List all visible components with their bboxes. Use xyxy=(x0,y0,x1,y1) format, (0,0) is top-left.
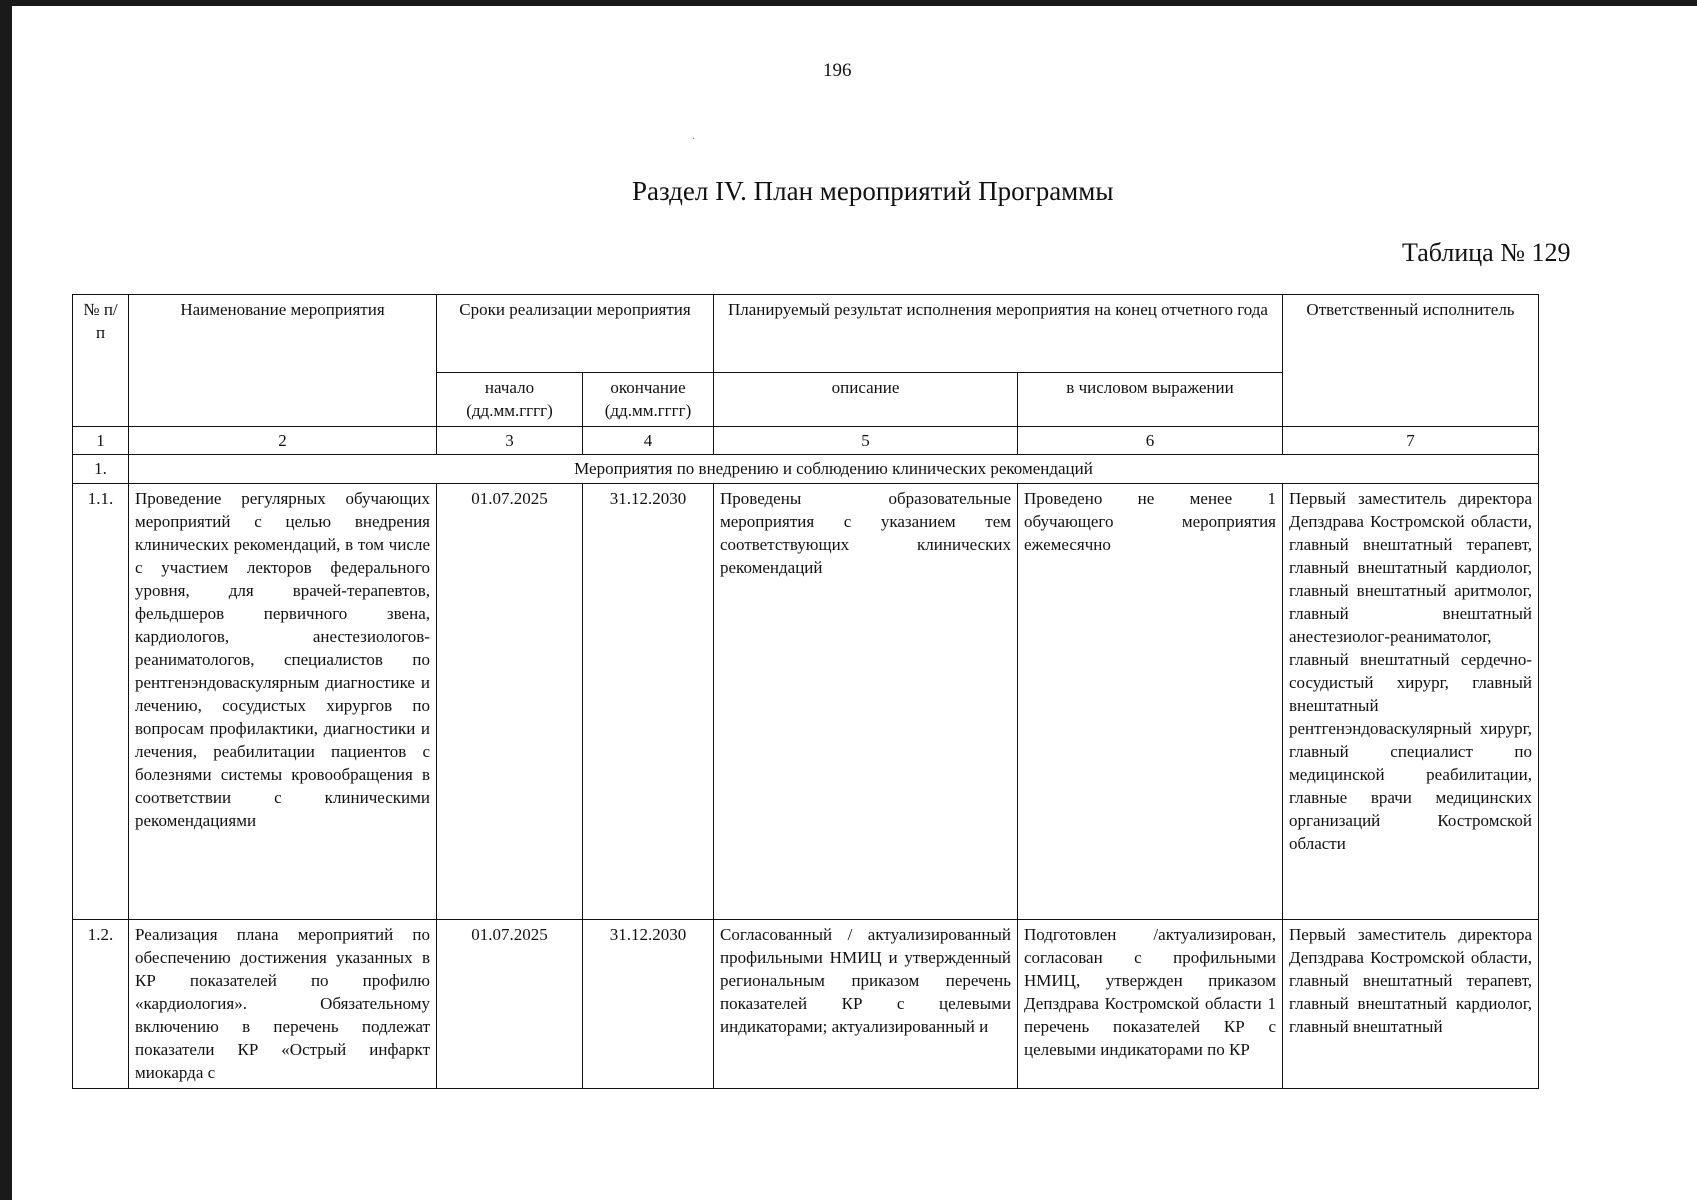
section-title: Раздел IV. План мероприятий Программы xyxy=(632,176,1114,206)
header-row xyxy=(73,295,1539,373)
row-num xyxy=(73,920,129,1089)
table-row xyxy=(73,920,1539,1089)
header-numeric: в числовом выражении xyxy=(1018,373,1283,427)
header-num: № п/п xyxy=(73,295,129,427)
row-num-text: 1.2. xyxy=(87,925,114,944)
row-description xyxy=(714,920,1018,1089)
row-executor-text: Первый заместитель директора Депздрава Костромской области, главный внештатный терапевт, главный внештатный кардиолог, главный внештатный xyxy=(1289,925,1532,1036)
header-start: начало (дд.мм.гггг) xyxy=(437,373,583,427)
row-start-date: 01.07.2025 xyxy=(437,484,583,920)
row-end-date xyxy=(583,920,714,1089)
section-row xyxy=(73,455,1539,484)
row-executor: Первый заместитель директора Депздрава Костромской области, главный внештатный терапевт, главный внештатный кардиолог, главный внештатный аритмолог, главный внештатный анестезиолог-реаниматолог, главный внештатный сердечно-сосудистый хирург, главный внештатный рентгенэндоваскулярный хирург, главный специалист по медицинской реабилитации, главные врачи медицинских организаций Костромской области xyxy=(1283,484,1539,920)
page-number: 196 xyxy=(823,60,852,81)
header-end: окончание (дд.мм.гггг) xyxy=(583,373,714,427)
column-number: 5 xyxy=(714,427,1018,455)
column-number: 6 xyxy=(1018,427,1283,455)
table-row xyxy=(73,484,1539,920)
header-executor: Ответственный исполнитель xyxy=(1283,295,1539,427)
row-numeric: Проведено не менее 1 обучающего мероприятия ежемесячно xyxy=(1018,484,1283,920)
header-result: Планируемый результат исполнения мероприятия на конец отчетного года xyxy=(714,295,1283,373)
row-name xyxy=(129,920,437,1089)
row-name-text: Реализация плана мероприятий по обеспечению достижения указанных в КР показателей по профилю «кардиология». Обязательному включению в перечень подлежат показатели КР «Острый инфаркт миокарда с xyxy=(135,925,430,1082)
header-description: описание xyxy=(714,373,1018,427)
scan-speck: · xyxy=(692,134,696,145)
column-number: 2 xyxy=(129,427,437,455)
column-number-row xyxy=(73,427,1539,455)
row-numeric-text: Подготовлен /актуализирован, согласован с профильными НМИЦ, утвержден приказом Депздрава Костромской области 1 перечень показателей КР с целевыми индикаторами по КР xyxy=(1024,925,1276,1059)
row-end-text: 31.12.2030 xyxy=(609,925,687,944)
header-name: Наименование мероприятия xyxy=(129,295,437,427)
row-executor xyxy=(1283,920,1539,1089)
row-num: 1.1. xyxy=(73,484,129,920)
table-number: Таблица № 129 xyxy=(1402,238,1571,267)
row-description: Проведены образовательные мероприятия с указанием тем соответствующих клинических рекомендаций xyxy=(714,484,1018,920)
row-name: Проведение регулярных обучающих мероприятий с целью внедрения клинических рекомендаций, в том числе с участием лекторов федерального уровня, для врачей-терапевтов, фельдшеров первичного звена, кардиологов, анестезиологов-реаниматологов, специалистов по рентгенэндоваскулярным диагностике и лечению, сосудистых хирургов по вопросам профилактики, диагностики и лечения, реабилитации пациентов с болезнями системы кровообращения в соответствии с клиническими рекомендациями xyxy=(129,484,437,920)
row-numeric xyxy=(1018,920,1283,1089)
column-number: 7 xyxy=(1283,427,1539,455)
section-title-cell: Мероприятия по внедрению и соблюдению клинических рекомендаций xyxy=(129,455,1539,484)
scan-border-left xyxy=(0,0,12,1200)
column-number: 1 xyxy=(73,427,129,455)
section-num: 1. xyxy=(73,455,129,484)
column-number: 4 xyxy=(583,427,714,455)
row-start-text: 01.07.2025 xyxy=(471,925,548,944)
header-terms: Сроки реализации мероприятия xyxy=(437,295,714,373)
column-number: 3 xyxy=(437,427,583,455)
plan-table xyxy=(72,294,1539,1089)
row-start-date xyxy=(437,920,583,1089)
row-description-text: Согласованный / актуализированный профильными НМИЦ и утвержденный региональным приказом перечень показателей КР с целевыми индикаторами; актуализированный и xyxy=(720,925,1011,1036)
scan-border-top xyxy=(0,0,1697,6)
row-end-date: 31.12.2030 xyxy=(583,484,714,920)
